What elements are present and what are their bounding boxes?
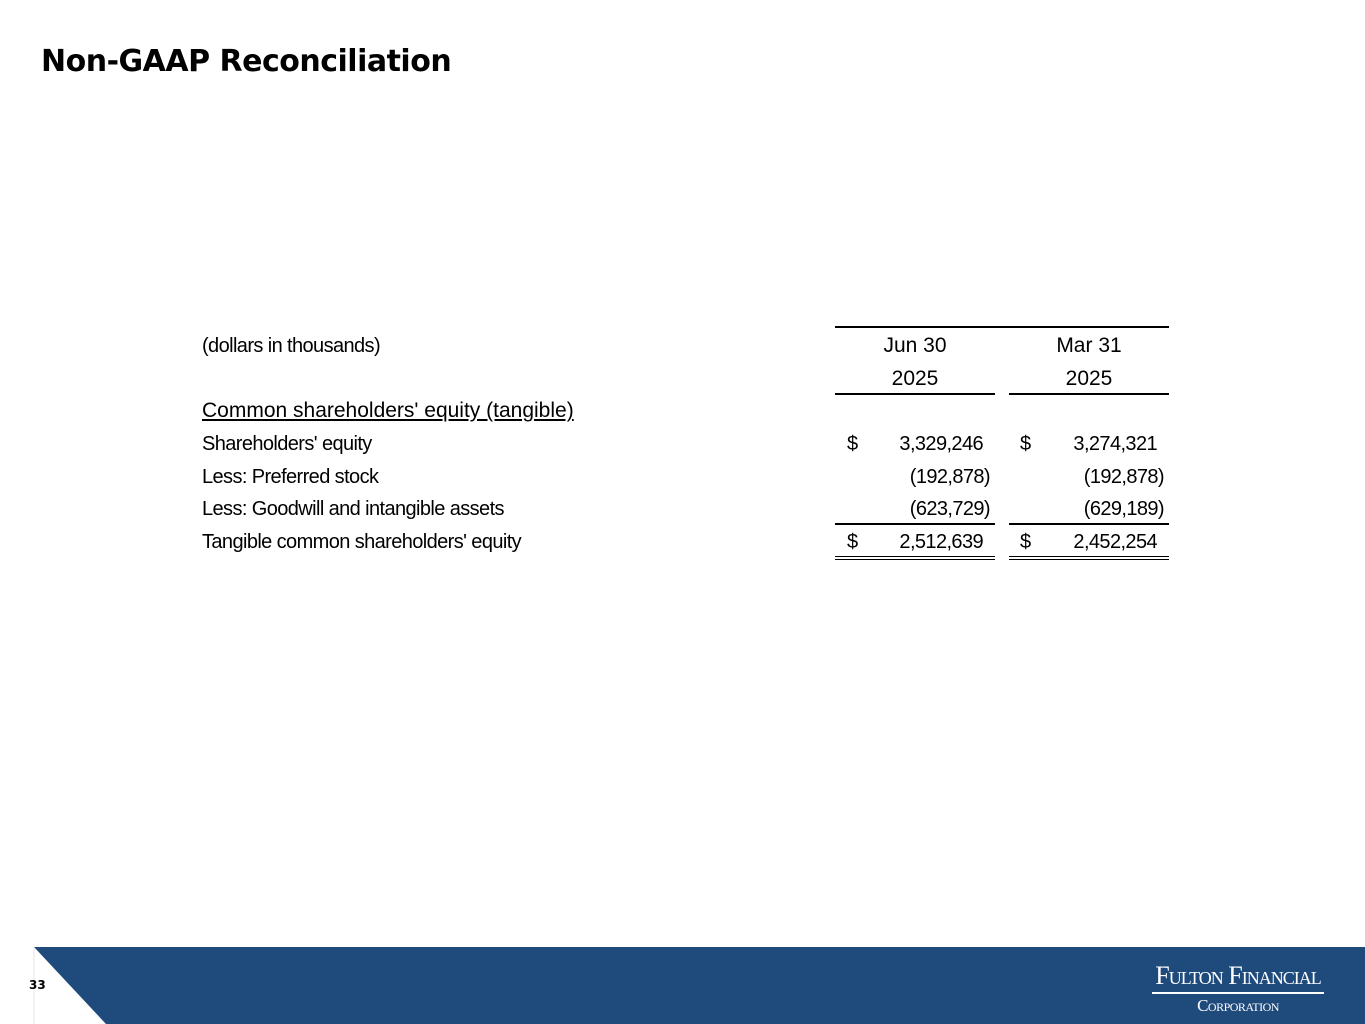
logo-divider bbox=[1152, 992, 1324, 994]
subtotal-rule-mar31 bbox=[1009, 523, 1169, 525]
header-top-rule bbox=[835, 326, 1169, 328]
units-note: (dollars in thousands) bbox=[202, 335, 381, 357]
currency-symbol: $ bbox=[1020, 433, 1031, 455]
currency-symbol: $ bbox=[847, 531, 858, 553]
value-preferred-stock-mar31: (192,878) bbox=[1083, 466, 1164, 488]
page-title: Non-GAAP Reconciliation bbox=[41, 44, 452, 79]
value-tangible-equity-mar31: 2,452,254 bbox=[1073, 531, 1157, 553]
subtotal-rule-jun30 bbox=[835, 523, 995, 525]
row-label-goodwill: Less: Goodwill and intangible assets bbox=[202, 498, 504, 520]
value-shareholders-equity-mar31: 3,274,321 bbox=[1073, 433, 1157, 455]
value-shareholders-equity-jun30: 3,329,246 bbox=[899, 433, 983, 455]
logo-sub-text: Corporation bbox=[1197, 996, 1279, 1015]
column-header-jun30-line2: 2025 bbox=[891, 367, 939, 390]
currency-symbol: $ bbox=[1020, 531, 1031, 553]
column-header-mar31-line1: Mar 31 bbox=[1056, 334, 1122, 357]
company-logo bbox=[1150, 961, 1326, 1016]
column-header-jun30-line1: Jun 30 bbox=[883, 334, 947, 357]
value-tangible-equity-jun30: 2,512,639 bbox=[899, 531, 983, 553]
row-label-tangible-equity: Tangible common shareholders' equity bbox=[202, 531, 522, 553]
total-double-rule-mar31-upper bbox=[1009, 556, 1169, 557]
page-number: 33 bbox=[29, 978, 46, 992]
total-double-rule-jun30-upper bbox=[835, 556, 995, 557]
reconciliation-table bbox=[202, 0, 1172, 600]
header-underline-jun30 bbox=[835, 393, 995, 395]
footer-band bbox=[0, 947, 1365, 1024]
total-double-rule-jun30-lower bbox=[835, 559, 995, 560]
value-goodwill-mar31: (629,189) bbox=[1083, 498, 1164, 520]
value-preferred-stock-jun30: (192,878) bbox=[909, 466, 990, 488]
section-heading: Common shareholders' equity (tangible) bbox=[202, 399, 574, 422]
header-underline-mar31 bbox=[1009, 393, 1169, 395]
row-label-preferred-stock: Less: Preferred stock bbox=[202, 466, 379, 488]
logo-main-text: Fulton Financial bbox=[1155, 961, 1321, 990]
value-goodwill-jun30: (623,729) bbox=[909, 498, 990, 520]
currency-symbol: $ bbox=[847, 433, 858, 455]
total-double-rule-mar31-lower bbox=[1009, 559, 1169, 560]
row-label-shareholders-equity: Shareholders' equity bbox=[202, 433, 372, 455]
column-header-mar31-line2: 2025 bbox=[1065, 367, 1113, 390]
